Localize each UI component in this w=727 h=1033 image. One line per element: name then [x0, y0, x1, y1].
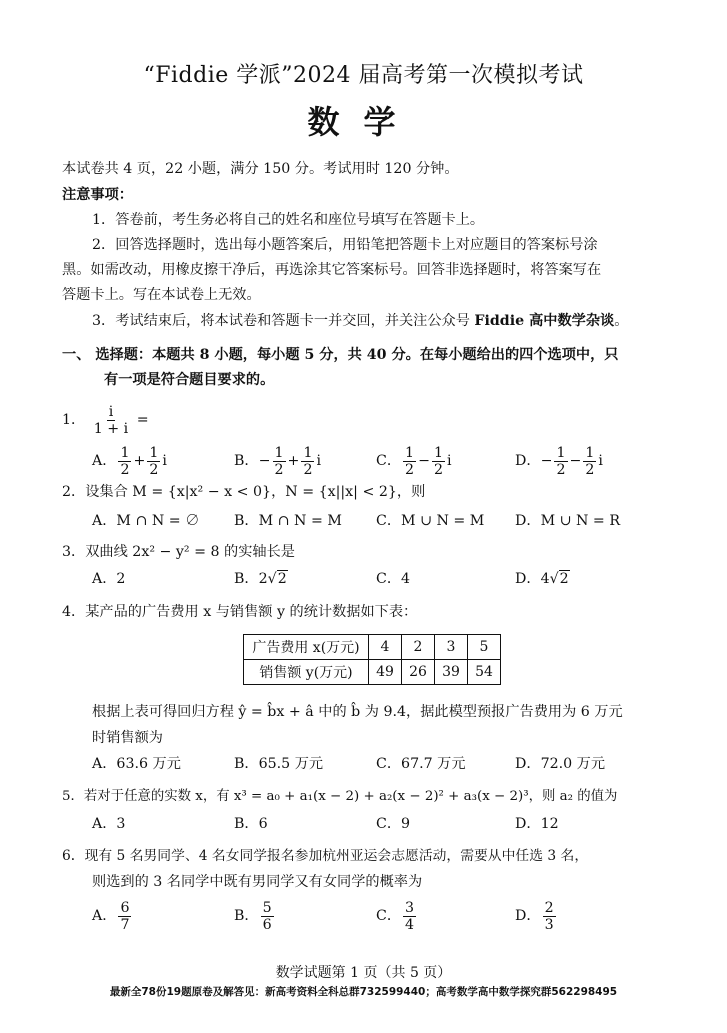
q6-d-den: 3: [544, 916, 554, 933]
q1-a-frac2: [147, 445, 160, 478]
footer-note: 最新全78份19题原卷及解答见：新高考资料全科总群732599440；高考数学高中数学探究群562298495: [109, 986, 618, 998]
q2-option-c[interactable]: C．M ∪ N = M: [376, 513, 485, 529]
q1-option-a[interactable]: [92, 444, 167, 478]
q1-b-d2: 2: [303, 461, 313, 478]
q4-option-a[interactable]: A．63.6 万元: [92, 756, 181, 772]
q1-b-frac2: [301, 445, 314, 478]
q1-c-i: i: [447, 453, 452, 469]
notice-3-end: 。: [614, 313, 629, 329]
q3-stem: 3．双曲线 2x² − y² = 8 的实轴长是: [62, 544, 295, 560]
q1-a-label: A．: [92, 453, 117, 469]
q3-option-a[interactable]: A．2: [92, 571, 126, 587]
notice-2b: 黑。如需改动，用橡皮擦干净后，再选涂其它答案标号。回答非选择题时，将答案写在: [62, 262, 602, 278]
q1-option-c[interactable]: [376, 444, 452, 478]
q1-d-n2: 1: [585, 444, 595, 461]
q1-frac-num: i: [108, 403, 114, 420]
notice-3: [92, 312, 628, 330]
q5-option-c[interactable]: C．9: [376, 816, 411, 832]
q5-option-d[interactable]: D．12: [515, 816, 559, 832]
exam-title: “Fiddie 学派”2024 届高考第一次模拟考试: [143, 63, 584, 88]
q4-option-d[interactable]: D．72.0 万元: [515, 756, 606, 772]
page-footer: 数学试题第 1 页（共 5 页）: [275, 965, 452, 981]
q1-c-n2: 1: [433, 444, 443, 461]
q6-option-b[interactable]: [234, 899, 276, 933]
q1-b-i: i: [316, 453, 322, 469]
q6-d-num: 2: [544, 899, 554, 916]
q1-frac-den: 1 + i: [93, 420, 129, 437]
q1-a-n2: 1: [149, 444, 159, 461]
q4-option-c[interactable]: C．67.7 万元: [376, 756, 466, 772]
q1-b-d1: 2: [274, 461, 284, 478]
q6-b-label: B．: [234, 908, 259, 924]
q6-a-label: A．: [92, 908, 117, 924]
q3-b-label: B．2: [234, 571, 268, 587]
q1-c-d1: 2: [405, 461, 415, 478]
q6-a-num: 6: [120, 899, 130, 916]
q1-b-lead: −: [258, 453, 271, 469]
q1-b-n1: 1: [274, 444, 284, 461]
q6-b-den: 6: [262, 916, 272, 933]
q1-c-op: −: [418, 453, 430, 469]
notice-1: 1．答卷前，考生务必将自己的姓名和座位号填写在答题卡上。: [92, 212, 485, 228]
q4-option-b[interactable]: B．65.5 万元: [234, 756, 324, 772]
exam-summary: 本试卷共 4 页，22 小题，满分 150 分。考试用时 120 分钟。: [62, 161, 459, 177]
subject-title: 数学: [307, 103, 420, 141]
section1-heading: 一、 选择题：本题共 8 小题，每小题 5 分，共 40 分。在每小题给出的四个选项中，只: [62, 347, 619, 363]
q6-option-c[interactable]: [376, 899, 418, 933]
notice-2a: 2．回答选择题时，选出每小题答案后，用铅笔把答题卡上对应题目的答案标号涂: [92, 237, 598, 253]
q6-c-den: 4: [405, 916, 415, 933]
q3-d-sqrt-sign: √: [549, 571, 559, 587]
table-row: [244, 660, 501, 685]
q5-option-a[interactable]: A．3: [92, 816, 126, 832]
notice-2c: 答题卡上。写在本试卷上无效。: [62, 287, 261, 303]
q1-d-d1: 2: [556, 461, 566, 478]
q1-equals: =: [136, 412, 149, 428]
table-cell: 4: [369, 635, 402, 660]
q6-c-num: 3: [405, 899, 415, 916]
q1-d-label: D．: [515, 453, 541, 469]
q3-option-d[interactable]: [515, 570, 570, 588]
q4-after-1: 根据上表可得回归方程 ŷ = b̂x + â 中的 b̂ 为 9.4，据此模型预报广告费用为 6 万元: [92, 704, 623, 720]
q1-b-label: B．: [234, 453, 259, 469]
table-cell: 39: [435, 660, 468, 685]
q1-d-lead: −: [540, 453, 553, 469]
q1-a-frac1: [118, 445, 131, 478]
q5-option-b[interactable]: B．6: [234, 816, 268, 832]
q1-a-op: +: [133, 453, 146, 469]
q6-a-frac: [118, 900, 131, 933]
q1-number: 1．: [62, 412, 86, 428]
q3-d-label: D．4: [515, 571, 550, 587]
q6-d-frac: [543, 900, 556, 933]
q5-stem: 5．若对于任意的实数 x，有 x³ = a₀ + a₁(x − 2) + a₂(x − 2)² + a₃(x − 2)³，则 a₂ 的值为: [62, 789, 618, 804]
q1-a-n1: 1: [120, 444, 130, 461]
q4-data-table: [243, 634, 501, 685]
q6-option-a[interactable]: [92, 899, 133, 933]
q1-d-n1: 1: [556, 444, 566, 461]
q1-b-frac1: [273, 445, 286, 478]
q3-b-sqrt-sign: √: [267, 571, 277, 587]
q1-b-op: +: [287, 453, 300, 469]
q1-a-d1: 2: [120, 461, 130, 478]
q3-option-c[interactable]: C．4: [376, 571, 411, 587]
q2-stem: 2．设集合 M = {x|x² − x < 0}，N = {x||x| < 2}，则: [62, 484, 426, 500]
q1-d-frac1: [554, 445, 567, 478]
q6-stem-2: 则选到的 3 名同学中既有男同学又有女同学的概率为: [92, 874, 423, 890]
notice-3-account: Fiddie 高中数学杂谈: [474, 313, 615, 329]
q3-b-radicand: 2: [277, 571, 287, 587]
q6-option-d[interactable]: [515, 899, 558, 933]
table-row: [244, 635, 501, 660]
q1-option-d[interactable]: [515, 444, 603, 478]
q6-stem-1: 6．现有 5 名男同学、4 名女同学报名参加杭州亚运会志愿活动，需要从中任选 3 名，: [62, 848, 589, 864]
table-cell: 2: [402, 635, 435, 660]
q1-d-op: −: [569, 453, 582, 469]
table-cell: 49: [369, 660, 402, 685]
q3-d-radicand: 2: [559, 571, 569, 587]
q4-stem: 4．某产品的广告费用 x 与销售额 y 的统计数据如下表：: [62, 604, 418, 620]
q2-option-b[interactable]: B．M ∩ N = M: [234, 513, 342, 529]
q1-d-d2: 2: [585, 461, 595, 478]
q1-a-i: i: [162, 453, 167, 469]
q3-option-b[interactable]: [234, 570, 288, 588]
q1-c-d2: 2: [433, 461, 443, 478]
notice-3-text: 3．考试结束后，将本试卷和答题卡一并交回，并关注公众号: [92, 313, 475, 329]
q1-c-frac2: [432, 445, 445, 478]
table-cell: 3: [435, 635, 468, 660]
table-header-y: 销售额 y(万元): [244, 660, 369, 685]
q6-b-frac: [261, 900, 274, 933]
q6-b-num: 5: [262, 899, 272, 916]
q1-d-i: i: [598, 453, 603, 469]
q1-d-frac2: [583, 445, 596, 478]
q1-c-n1: 1: [405, 444, 415, 461]
q1-c-label: C．: [376, 453, 402, 469]
q2-option-d[interactable]: D．M ∪ N = R: [515, 513, 621, 529]
table-cell: 5: [468, 635, 501, 660]
q1-stem: [62, 402, 149, 438]
q1-c-frac1: [403, 445, 416, 478]
q1-a-d2: 2: [149, 461, 159, 478]
q1-b-n2: 1: [303, 444, 313, 461]
notice-heading: 注意事项：: [62, 187, 133, 203]
q1-fraction: [92, 404, 130, 437]
q6-c-frac: [403, 900, 416, 933]
table-cell: 26: [402, 660, 435, 685]
q4-after-2: 时销售额为: [92, 730, 163, 746]
q2-option-a[interactable]: A．M ∩ N = ∅: [92, 513, 200, 529]
table-header-x: 广告费用 x(万元): [244, 635, 369, 660]
q6-a-den: 7: [120, 916, 130, 933]
table-cell: 54: [468, 660, 501, 685]
q6-d-label: D．: [515, 908, 541, 924]
section1-heading-cont: 有一项是符合题目要求的。: [104, 372, 275, 388]
q1-option-b[interactable]: [234, 444, 321, 478]
q6-c-label: C．: [376, 908, 402, 924]
